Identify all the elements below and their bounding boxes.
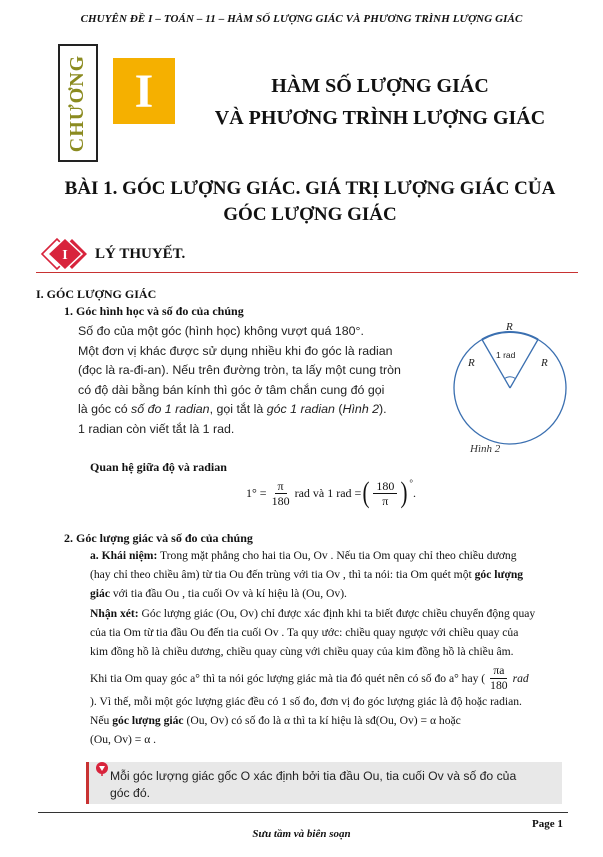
measure-text: Khi tia Om quay góc a° thì ta nói góc lượng giác mà tia đó quét nên có số đo a° hay ( xyxy=(90,671,486,685)
concept-line-2 xyxy=(90,565,565,584)
remark-paragraph xyxy=(90,604,565,661)
concept-text: Trong mặt phẳng cho hai tia Ou, Ov . Nếu tia Om quay chỉ theo chiều dương xyxy=(157,549,517,562)
para-text: ). xyxy=(379,402,387,416)
para-text: ( xyxy=(334,402,343,416)
para-line-2: Một đơn vị khác được sử dụng nhiều khi đo góc là radian xyxy=(78,343,393,358)
theory-label: LÝ THUYẾT. xyxy=(95,246,186,262)
measure-line-3 xyxy=(90,711,565,730)
para-line-6: 1 radian còn viết tắt là 1 rad. xyxy=(78,421,235,436)
measure-text: Nếu xyxy=(90,714,113,727)
formula-degree-superscript: ° xyxy=(409,478,413,488)
footer-divider xyxy=(38,812,568,813)
measure-line-4: (Ou, Ov) = α . xyxy=(90,733,157,746)
note-text xyxy=(110,768,555,802)
subsection-2-title: 2. Góc lượng giác và số đo của chúng xyxy=(64,531,253,545)
remark-line-3: kim đồng hồ là chiều dương, chiều quay cùng với chiều quay của kim đồng hồ là chiều âm. xyxy=(90,645,514,658)
figure-caption: Hình 2 xyxy=(470,443,501,455)
label-r-top: R xyxy=(506,321,513,333)
fraction-pi-a-180 xyxy=(487,664,510,693)
note-line-1: Mỗi góc lượng giác gốc O xác định bởi tia đầu Ou, tia cuối Ov và số đo của xyxy=(110,769,517,783)
para-italic: góc 1 radian xyxy=(266,402,335,416)
measure-text: (Ou, Ov) có số đo là α thì ta kí hiệu là sđ(Ou, Ov) = α hoặc xyxy=(183,714,461,727)
fraction-pi-180 xyxy=(269,479,293,508)
measure-line-2: ). Vì thế, mỗi một góc lượng giác đều có 1 số đo, đơn vị đo góc lượng giác là độ hoặc radian. xyxy=(90,695,522,708)
chapter-title-line-2: VÀ PHƯƠNG TRÌNH LƯỢNG GIÁC xyxy=(214,107,546,129)
remark-label: Nhận xét: xyxy=(90,607,139,620)
frac-denominator: 180 xyxy=(490,678,508,692)
left-paren: ( xyxy=(362,476,370,509)
measure-bold: góc lượng giác xyxy=(112,714,184,727)
angle-mark xyxy=(505,377,516,379)
note-pin-icon xyxy=(94,761,110,777)
remark-line-2: của tia Om từ tia đầu Ou đến tia cuối Ov . Ta quy ước: chiều quay ngược với chiều quay của xyxy=(90,626,519,639)
fraction-180-pi xyxy=(373,479,397,508)
concept-line-3 xyxy=(90,584,565,603)
running-header: CHUYÊN ĐỀ I – TOÁN – 11 – HÀM SỐ LƯỢNG GIÁC VÀ PHƯƠNG TRÌNH LƯỢNG GIÁC xyxy=(80,13,523,25)
measure-line-1 xyxy=(90,664,565,692)
right-paren: ) xyxy=(400,476,408,509)
subsection-1-title: 1. Góc hình học và số đo của chúng xyxy=(64,304,244,318)
concept-line-1 xyxy=(90,546,565,565)
relation-title: Quan hệ giữa độ và radian xyxy=(90,460,227,474)
arc-one-radian xyxy=(482,332,538,340)
para-italic: Hình 2 xyxy=(342,402,380,416)
remark-line-1 xyxy=(90,604,565,623)
para-line-3: (đọc là ra-đi-an). Nếu trên đường tròn, ta lấy một cung tròn xyxy=(78,363,401,377)
formula-middle: rad và 1 rad = xyxy=(294,485,362,500)
concept-bold: giác xyxy=(90,587,110,600)
frac-denominator: 180 xyxy=(271,493,290,508)
concept-label: a. Khái niệm: xyxy=(90,549,158,562)
label-r-left: R xyxy=(468,357,475,369)
theory-badge-text: I xyxy=(62,248,68,263)
measure-rad: rad xyxy=(512,671,529,685)
page-number: Page 1 xyxy=(532,818,563,830)
frac-numerator: π xyxy=(275,479,287,494)
chapter-vertical-label xyxy=(58,44,98,162)
para-text: là góc có xyxy=(78,402,132,416)
lesson-title xyxy=(30,176,590,228)
para-line-1: Số đo của một góc (hình học) không vượt quá 180°. xyxy=(78,324,364,338)
theory-badge-icon xyxy=(40,237,90,271)
label-one-rad: 1 rad xyxy=(496,350,516,360)
measure-paragraph xyxy=(90,664,565,749)
chapter-number-box: I xyxy=(113,58,175,124)
label-r-right: R xyxy=(541,357,548,369)
chapter-word: CHƯƠNG xyxy=(66,54,89,152)
concept-bold: góc lượng xyxy=(474,568,524,581)
lesson-title-line-2: GÓC LƯỢNG GIÁC xyxy=(223,204,397,225)
frac-numerator: πa xyxy=(490,664,507,679)
radian-intro-paragraph xyxy=(78,322,418,439)
radius-left xyxy=(482,340,510,389)
frac-denominator: π xyxy=(382,493,389,508)
para-line-4: có độ dài bằng bán kính thì góc ở tâm chắn cung đó gọi xyxy=(78,382,385,397)
note-line-2: góc đó. xyxy=(110,786,150,800)
formula-degree: 1° = xyxy=(246,485,267,500)
concept-text: với tia đầu Ou , tia cuối Ov và kí hiệu là (Ou, Ov). xyxy=(109,587,347,600)
remark-text: Góc lượng giác (Ou, Ov) chỉ được xác định khi ta biết được chiều chuyển động quay xyxy=(138,607,536,620)
theory-divider xyxy=(36,272,578,273)
section-1-title: I. GÓC LƯỢNG GIÁC xyxy=(36,287,157,301)
formula-dot: . xyxy=(412,485,416,500)
chapter-title xyxy=(190,70,570,134)
degree-radian-formula xyxy=(246,478,416,508)
para-text: , gọi tắt là xyxy=(209,402,267,416)
radian-circle-figure xyxy=(444,320,576,462)
concept-paragraph xyxy=(90,546,565,603)
radius-right xyxy=(510,340,538,389)
lesson-title-line-1: BÀI 1. GÓC LƯỢNG GIÁC. GIÁ TRỊ LƯỢNG GIÁC CỦA xyxy=(64,178,556,199)
frac-numerator: 180 xyxy=(373,479,397,494)
para-line-5 xyxy=(78,400,418,420)
para-italic: số đo 1 radian xyxy=(131,402,210,416)
footer-text: Sưu tầm và biên soạn xyxy=(252,828,351,840)
concept-text: (hay chỉ theo chiều âm) từ tia Ou đến trùng với tia Ov , thì ta nói: tia Om quét một xyxy=(90,568,475,581)
chapter-title-line-1: HÀM SỐ LƯỢNG GIÁC xyxy=(271,75,489,97)
